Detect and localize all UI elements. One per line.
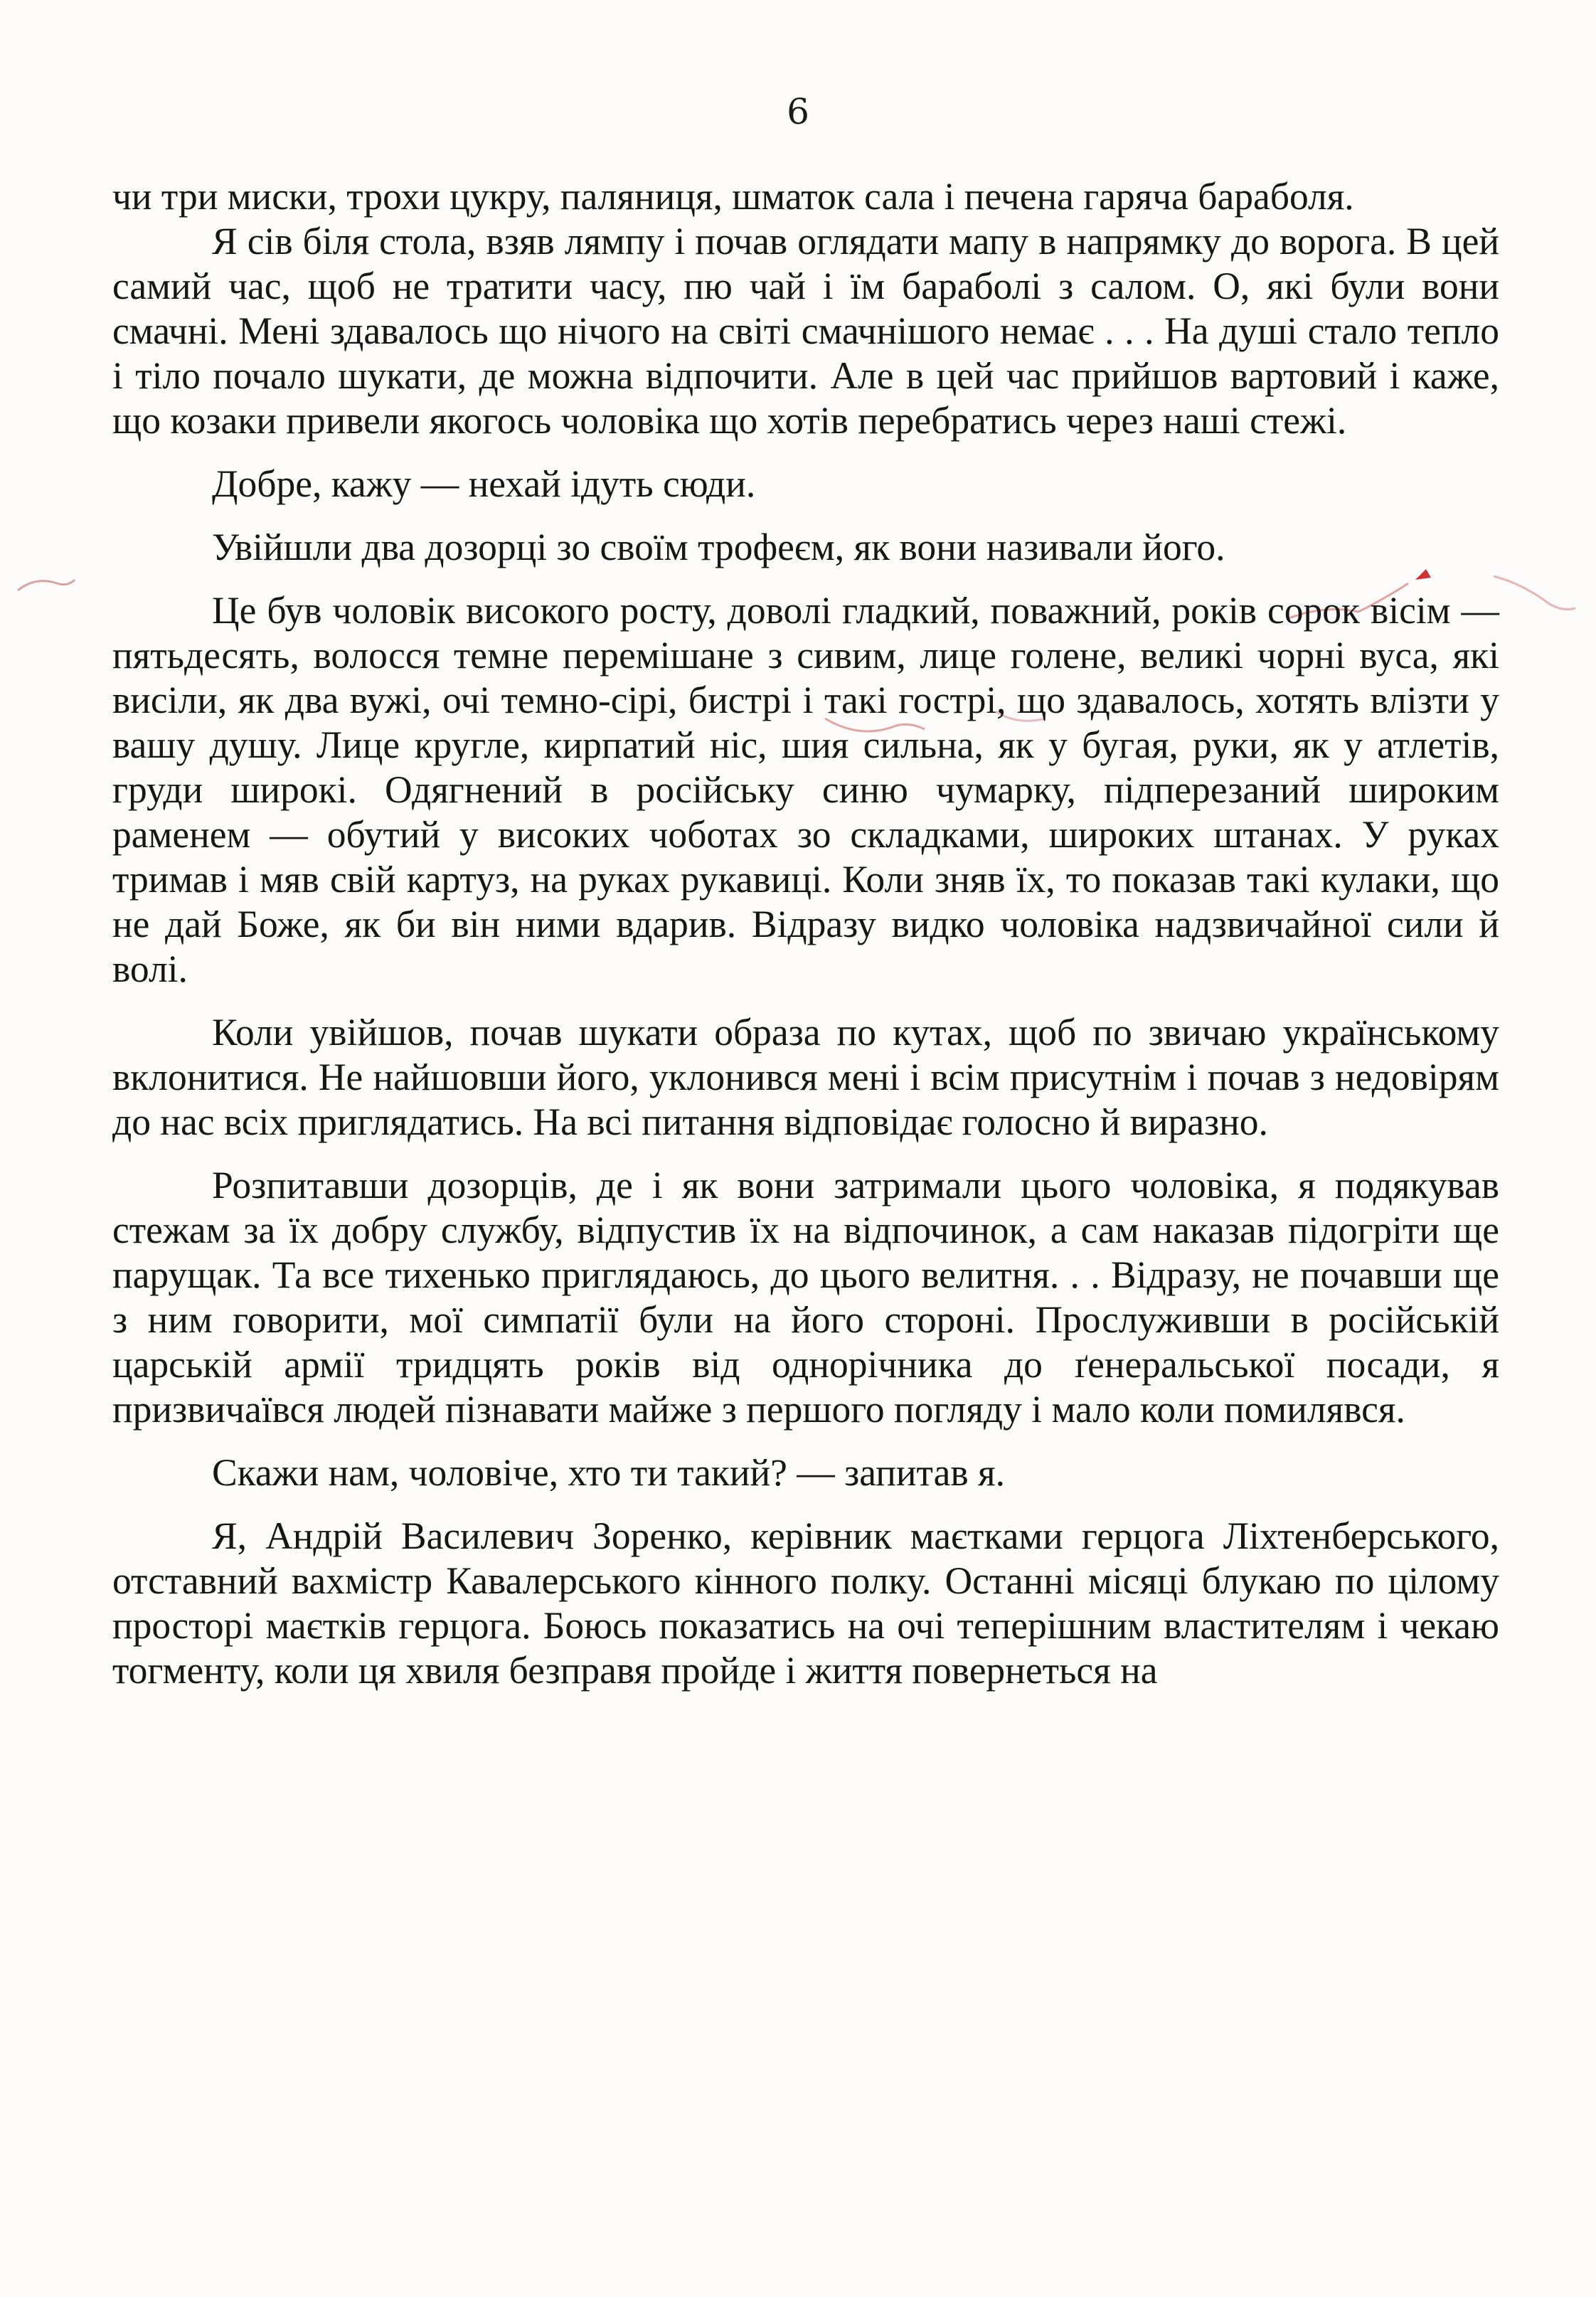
paragraph: чи три миски, трохи цукру, паляниця, шматок сала і печена гаряча бараболя.: [112, 175, 1354, 218]
body-text: [112, 174, 1499, 1693]
paragraph: Коли увійшов, почав шукати образа по кутах, щоб по звичаю українському вклонитися. Не найшовши його, уклонився мені і всім присутнім і почав з недовірям до нас всіх приглядатись. На всі питання відповідає голосно й виразно.: [112, 1011, 1499, 1143]
paragraph: Я сів біля стола, взяв лямпу і почав оглядати мапу в напрямку до ворога. В цей самий час, щоб не тратити часу, пю чай і їм бараболі з салом. О, які були вони смачні. Мені здавалось що нічого на світі смачнішого немає . . . На душі стало тепло і тіло почало шукати, де можна відпочити. Але в цей час прийшов вартовий і каже, що козаки привели якогось чоловіка що хотів перебратись через наші стежі.: [112, 220, 1499, 442]
paragraph: Добре, кажу — нехай ідуть сюди.: [212, 462, 756, 505]
paragraph: Розпитавши дозорців, де і як вони затримали цього чоловіка, я подякував стежам за їх добру службу, відпустив їх на відпочинок, а сам наказав підогріти ще парущак. Та все тихенько приглядаюсь, до цього велитня. . . Відразу, не почавши ще з ним говорити, мої симпатії були на його стороні. Прослуживши в російській царській армії тридцять років від однорічника до ґенеральської посади, я призвичаївся людей пізнавати майже з першого погляду і мало коли помилявся.: [112, 1164, 1499, 1431]
ink-stain-left: [14, 562, 78, 605]
paragraph: Увійшли два дозорці зо своїм трофеєм, як вони називали його.: [212, 526, 1225, 568]
page-number: 6: [787, 91, 809, 132]
paragraph: Це був чоловік високого росту, доволі гладкий, поважний, років сорок вісім — пятьдесять, волосся темне перемішане з сивим, лице голене, великі чорні вуса, які висіли, як два вужі, очі темно-сірі, бистрі і такі гострі, що здавалось, хотять влізти у вашу душу. Лице кругле, кирпатий ніс, шия сильна, як у бугая, руки, як у атлетів, груди широкі. Одягнений в російську синю чумарку, підперезаний широким раменем — обутий у високих чоботах зо складками, широких штанах. У руках тримав і мяв свій картуз, на руках рукавиці. Коли зняв їх, то показав такі кулаки, що не дай Боже, як би він ними вдарив. Відразу видко чоловіка надзвичайної сили й волі.: [112, 589, 1499, 990]
paragraph: Скажи нам, чоловіче, хто ти такий? — запитав я.: [212, 1451, 1005, 1494]
paragraph: Я, Андрій Василевич Зоренко, керівник маєтками герцога Ліхтенберського, отставний вахмістр Кавалерського кінного полку. Останні місяці блукаю по цілому просторі маєтків герцога. Боюсь показатись на очі теперішним властителям і чекаю тогменту, коли ця хвиля безправя пройде і життя повернеться на: [112, 1514, 1499, 1692]
